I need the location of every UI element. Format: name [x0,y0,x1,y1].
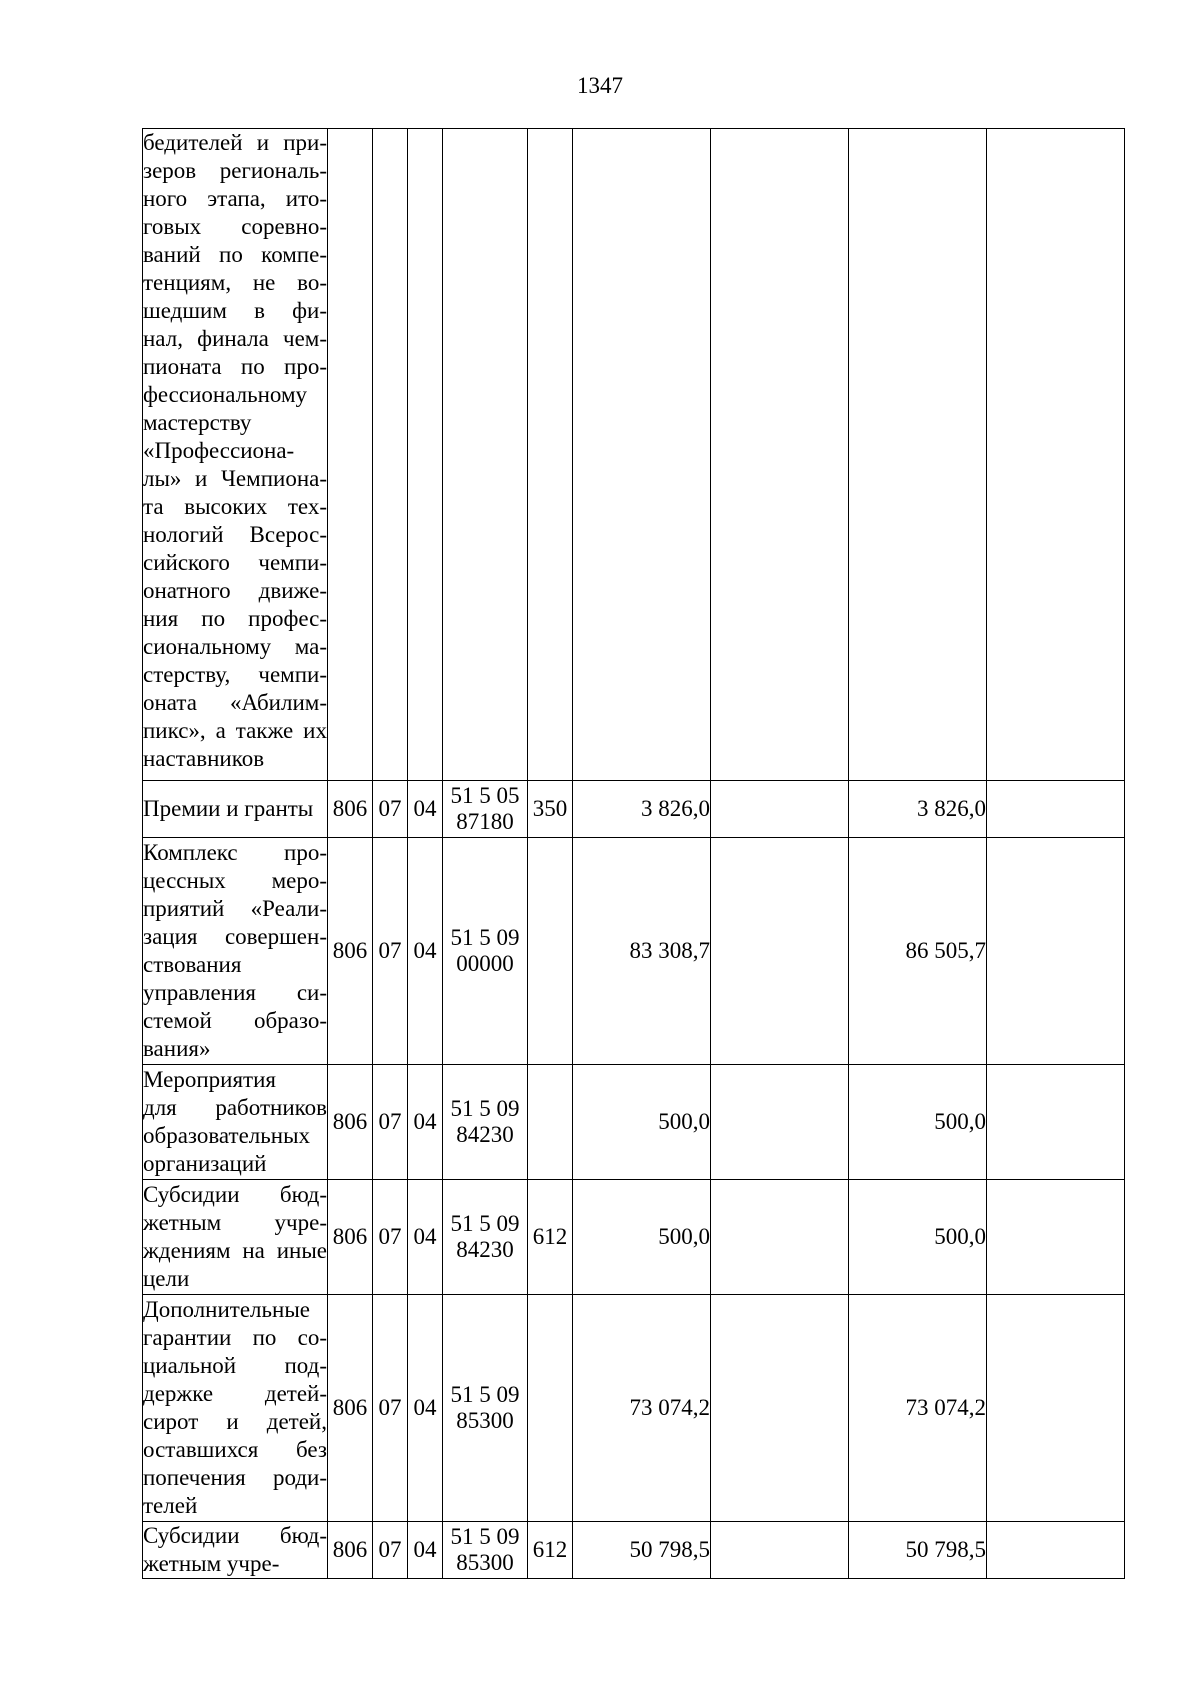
expense-type-cell [528,129,573,781]
amount-cell-1: 83 308,7 [573,838,711,1065]
row-name-cell [143,1295,328,1522]
expense-type-cell [528,1295,573,1522]
amount-cell-4 [987,1522,1125,1579]
row-name-line: приятий «Реали- [143,896,327,921]
budget-table [142,128,1125,1579]
row-name-line: лы» и Чемпиона- [143,466,327,491]
amount-cell-3 [849,129,987,781]
section-code-cell [373,129,408,781]
row-name-line: онатного движе- [143,578,327,603]
ministry-code-cell: 806 [328,1065,373,1180]
row-name-line: Субсидии бюд- [143,1182,327,1207]
row-name-line: организаций [143,1151,267,1176]
subsection-code-cell [408,129,443,781]
target-article-line: 00000 [456,951,514,976]
amount-cell-3: 73 074,2 [849,1295,987,1522]
row-name-line: стерству, чемпи- [143,662,327,687]
row-name-line: ваний по компе- [143,242,327,267]
target-article-line: 51 5 09 [450,1524,520,1549]
row-name-line: та высоких тех- [143,494,327,519]
amount-cell-4 [987,1065,1125,1180]
row-name-line: жетным учре- [143,1210,327,1235]
table-row [143,1065,1125,1180]
row-name-line: оната «Абилим- [143,690,327,715]
expense-type-cell [528,1065,573,1180]
expense-type-cell: 612 [528,1180,573,1295]
subsection-code-cell: 04 [408,781,443,838]
section-code-cell: 07 [373,1295,408,1522]
ministry-code-cell: 806 [328,1295,373,1522]
amount-cell-3: 86 505,7 [849,838,987,1065]
row-name-line: Субсидии бюд- [143,1523,327,1548]
amount-cell-2 [711,838,849,1065]
row-name-line: ствования [143,952,242,977]
page-number: 1347 [577,73,623,98]
table-row [143,1295,1125,1522]
row-name-line: стемой образо- [143,1008,327,1033]
amount-cell-4 [987,1295,1125,1522]
section-code-cell: 07 [373,781,408,838]
row-name-line: телей [143,1493,198,1518]
ministry-code-cell: 806 [328,1180,373,1295]
amount-cell-3: 500,0 [849,1180,987,1295]
table-row [143,781,1125,838]
row-name-line: бедителей и при- [143,130,327,155]
section-code-cell: 07 [373,838,408,1065]
amount-cell-3: 500,0 [849,1065,987,1180]
amount-cell-4 [987,838,1125,1065]
amount-cell-4 [987,1180,1125,1295]
row-name-line: зация совершен- [143,924,327,949]
amount-cell-2 [711,781,849,838]
row-name-line: сийского чемпи- [143,550,327,575]
ministry-code-cell [328,129,373,781]
amount-cell-1: 73 074,2 [573,1295,711,1522]
row-name-cell [143,129,328,781]
target-article-cell [443,1295,528,1522]
amount-cell-2 [711,1180,849,1295]
row-name-line: Комплекс про- [143,840,327,865]
ministry-code-cell: 806 [328,838,373,1065]
row-name-line: пикс», а также их [143,718,327,743]
section-code-cell: 07 [373,1522,408,1579]
subsection-code-cell: 04 [408,838,443,1065]
row-name-line: тенциям, не во- [143,270,327,295]
target-article-cell [443,1180,528,1295]
target-article-cell [443,1522,528,1579]
row-name-cell [143,1065,328,1180]
amount-cell-1: 500,0 [573,1065,711,1180]
row-name-line: ния по профес- [143,606,327,631]
row-name-line: нал, финала чем- [143,326,327,351]
amount-cell-1: 50 798,5 [573,1522,711,1579]
amount-cell-4 [987,129,1125,781]
amount-cell-1: 3 826,0 [573,781,711,838]
target-article-cell [443,129,528,781]
target-article-cell [443,781,528,838]
row-name-line: жетным учре- [143,1551,280,1576]
row-name-line: для работников [143,1095,327,1120]
target-article-line: 84230 [456,1237,514,1262]
table-row [143,129,1125,781]
row-name-line: нологий Всерос- [143,522,327,547]
expense-type-cell: 350 [528,781,573,838]
row-name-line: цессных меро- [143,868,327,893]
row-name-line: «Профессиона- [143,438,295,463]
row-name-cell [143,781,328,838]
amount-cell-2 [711,1065,849,1180]
row-name-line: сиональному ма- [143,634,327,659]
table-body [143,129,1125,1579]
row-name-line: сирот и детей, [143,1409,327,1434]
target-article-line: 51 5 09 [450,1096,520,1121]
target-article-line: 51 5 09 [450,1211,520,1236]
section-code-cell: 07 [373,1065,408,1180]
subsection-code-cell: 04 [408,1065,443,1180]
row-name-line: пионата по про- [143,354,327,379]
amount-cell-2 [711,129,849,781]
row-name-line: говых соревно- [143,214,327,239]
row-name-cell [143,1522,328,1579]
ministry-code-cell: 806 [328,1522,373,1579]
amount-cell-2 [711,1522,849,1579]
row-name-line: гарантии по со- [143,1325,327,1350]
amount-cell-4 [987,781,1125,838]
section-code-cell: 07 [373,1180,408,1295]
row-name-line: фессиональному [143,382,308,407]
row-name-line: мастерству [143,410,252,435]
expense-type-cell [528,838,573,1065]
row-name-line: цели [143,1266,190,1291]
target-article-line: 84230 [456,1122,514,1147]
row-name-line: попечения роди- [143,1465,327,1490]
table-row [143,1180,1125,1295]
target-article-line: 87180 [456,809,514,834]
row-name-line: зеров региональ- [143,158,327,183]
amount-cell-1 [573,129,711,781]
row-name-line: Дополнительные [143,1297,310,1322]
row-name-line: Премии и гранты [143,796,314,821]
target-article-line: 85300 [456,1408,514,1433]
row-name-line: держке детей- [143,1381,327,1406]
table-row [143,1522,1125,1579]
row-name-line: оставшихся без [143,1437,327,1462]
target-article-line: 85300 [456,1550,514,1575]
row-name-line: Мероприятия [143,1067,276,1092]
row-name-line: наставников [143,746,265,771]
amount-cell-3: 3 826,0 [849,781,987,838]
target-article-cell [443,838,528,1065]
target-article-line: 51 5 09 [450,1382,520,1407]
row-name-line: управления си- [143,980,327,1005]
row-name-line: шедшим в фи- [143,298,327,323]
row-name-line: вания» [143,1036,211,1061]
row-name-line: ждениям на иные [143,1238,327,1263]
amount-cell-1: 500,0 [573,1180,711,1295]
amount-cell-3: 50 798,5 [849,1522,987,1579]
ministry-code-cell: 806 [328,781,373,838]
target-article-cell [443,1065,528,1180]
row-name-line: образовательных [143,1123,311,1148]
subsection-code-cell: 04 [408,1295,443,1522]
row-name-line: ного этапа, ито- [143,186,327,211]
table-row [143,838,1125,1065]
subsection-code-cell: 04 [408,1522,443,1579]
row-name-cell [143,1180,328,1295]
row-name-cell [143,838,328,1065]
amount-cell-2 [711,1295,849,1522]
target-article-line: 51 5 09 [450,925,520,950]
row-name-line: циальной под- [143,1353,327,1378]
expense-type-cell: 612 [528,1522,573,1579]
target-article-line: 51 5 05 [450,783,520,808]
subsection-code-cell: 04 [408,1180,443,1295]
